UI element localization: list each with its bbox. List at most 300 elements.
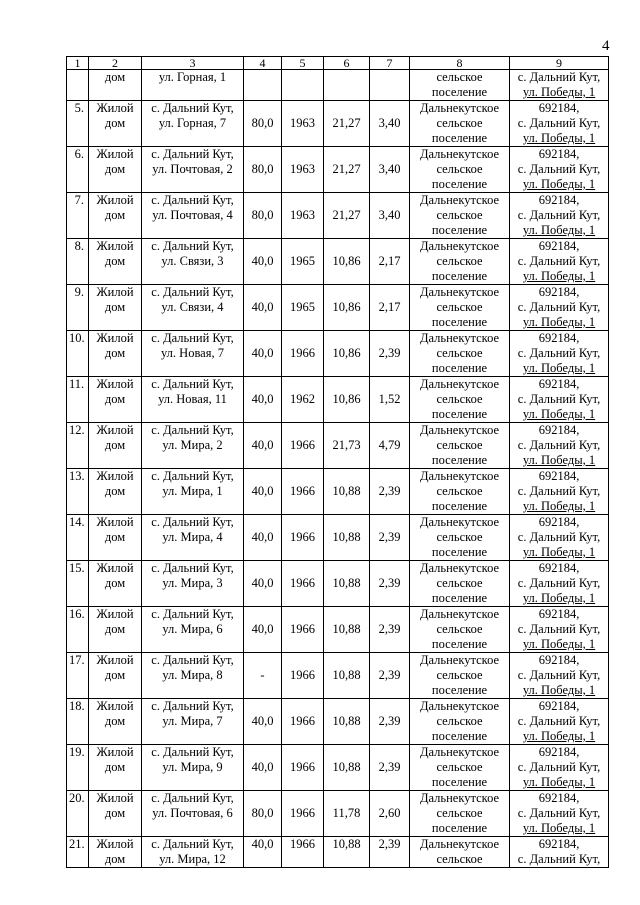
address-cell-line: ул. Мира, 7 [162, 714, 223, 728]
value-6-cell: 10,86 [324, 239, 370, 285]
settlement-cell [410, 607, 510, 653]
object-type-cell-line: Жилой [96, 285, 134, 299]
owner-address-cell-line: с. Дальний Кут, [517, 208, 601, 222]
settlement-cell [410, 147, 510, 193]
object-type-cell-line: Жилой [96, 653, 134, 667]
settlement-cell-line: поселение [431, 637, 488, 651]
table-row [67, 515, 609, 561]
object-type-cell [89, 469, 142, 515]
object-type-cell-line: дом [104, 806, 126, 820]
settlement-cell-line: Дальнекутское [419, 469, 500, 483]
year-cell: 1966 [282, 423, 324, 469]
owner-address-cell-line: с. Дальний Кут, [517, 530, 601, 544]
address-cell-line: ул. Горная, 7 [158, 116, 227, 130]
object-type-cell-line: дом [104, 300, 126, 314]
owner-address-cell-line: ул. Победы, 1 [522, 315, 596, 329]
object-type-cell-line: дом [104, 530, 126, 544]
table-row [67, 561, 609, 607]
table-row [67, 193, 609, 239]
settlement-cell-line: сельское [436, 346, 483, 360]
value-7-cell: 2,39 [370, 561, 410, 607]
year-cell: 1966 [282, 515, 324, 561]
settlement-cell-line: поселение [431, 591, 488, 605]
value-7-cell: 2,39 [370, 469, 410, 515]
value-7-cell: 3,40 [370, 147, 410, 193]
owner-address-cell-line: ул. Победы, 1 [522, 683, 596, 697]
settlement-cell [410, 70, 510, 101]
value-7-cell: 2,39 [370, 837, 410, 868]
header-cell-3: 3 [142, 57, 244, 70]
value-6-cell [324, 70, 370, 101]
address-cell-line: с. Дальний Кут, [151, 837, 234, 851]
settlement-cell-line: поселение [431, 177, 488, 191]
value-6-cell: 10,88 [324, 699, 370, 745]
owner-address-cell-line: ул. Победы, 1 [522, 223, 596, 237]
address-cell-line: ул. Мира, 2 [162, 438, 223, 452]
value-6-cell: 21,73 [324, 423, 370, 469]
address-cell [142, 699, 244, 745]
value-6-cell: 21,27 [324, 147, 370, 193]
owner-address-cell-line: ул. Победы, 1 [522, 775, 596, 789]
object-type-cell-line: Жилой [96, 561, 134, 575]
owner-address-cell-line: с. Дальний Кут, [517, 438, 601, 452]
owner-address-cell-line: ул. Победы, 1 [522, 729, 596, 743]
owner-address-cell-line: 692184, [538, 561, 580, 575]
settlement-cell [410, 285, 510, 331]
address-cell-line: с. Дальний Кут, [151, 285, 234, 299]
settlement-cell-line: сельское [436, 622, 483, 636]
settlement-cell-line: Дальнекутское [419, 515, 500, 529]
object-type-cell-line: Жилой [96, 515, 134, 529]
year-cell: 1966 [282, 607, 324, 653]
owner-address-cell-line: 692184, [538, 423, 580, 437]
header-row [67, 57, 609, 70]
value-6-cell: 10,88 [324, 837, 370, 868]
object-type-cell-line: Жилой [96, 331, 134, 345]
address-cell-line: с. Дальний Кут, [151, 607, 234, 621]
object-type-cell-line: дом [104, 438, 126, 452]
address-cell [142, 469, 244, 515]
settlement-cell-line: сельское [436, 254, 483, 268]
value-7-cell: 2,17 [370, 239, 410, 285]
address-cell [142, 607, 244, 653]
owner-address-cell-line: ул. Победы, 1 [522, 545, 596, 559]
object-type-cell-line: дом [104, 392, 126, 406]
settlement-cell-line: сельское [436, 760, 483, 774]
settlement-cell [410, 837, 510, 868]
settlement-cell-line: Дальнекутское [419, 193, 500, 207]
owner-address-cell-line: 692184, [538, 331, 580, 345]
object-type-cell [89, 239, 142, 285]
area-cell: 40,0 [244, 745, 282, 791]
address-cell [142, 837, 244, 868]
year-cell: 1963 [282, 101, 324, 147]
address-cell [142, 331, 244, 377]
header-cell-5: 5 [282, 57, 324, 70]
owner-address-cell [510, 745, 609, 791]
address-cell-line: с. Дальний Кут, [151, 791, 234, 805]
settlement-cell-line: поселение [431, 729, 488, 743]
object-type-cell-line: дом [104, 254, 126, 268]
settlement-cell-line: поселение [431, 315, 488, 329]
address-cell-line: с. Дальний Кут, [151, 423, 234, 437]
table-row [67, 607, 609, 653]
address-cell [142, 377, 244, 423]
settlement-cell-line: поселение [431, 361, 488, 375]
row-number-cell: 17. [67, 653, 89, 699]
object-type-cell-line: дом [104, 668, 126, 682]
year-cell [282, 70, 324, 101]
object-type-cell-line: дом [104, 208, 126, 222]
address-cell-line: ул. Почтовая, 2 [152, 162, 233, 176]
area-cell: 80,0 [244, 791, 282, 837]
header-cell-7: 7 [370, 57, 410, 70]
settlement-cell-line: поселение [431, 223, 488, 237]
settlement-cell-line: Дальнекутское [419, 837, 500, 851]
owner-address-cell-line: с. Дальний Кут, [517, 116, 601, 130]
year-cell: 1962 [282, 377, 324, 423]
settlement-cell-line: Дальнекутское [419, 147, 500, 161]
settlement-cell [410, 699, 510, 745]
value-7-cell: 2,39 [370, 653, 410, 699]
property-registry-table [66, 56, 609, 868]
row-number-cell [67, 70, 89, 101]
table-row [67, 331, 609, 377]
value-6-cell: 11,78 [324, 791, 370, 837]
address-cell-line: с. Дальний Кут, [151, 239, 234, 253]
settlement-cell [410, 653, 510, 699]
object-type-cell [89, 377, 142, 423]
area-cell: 40,0 [244, 423, 282, 469]
year-cell: 1965 [282, 285, 324, 331]
header-cell-9: 9 [510, 57, 609, 70]
owner-address-cell-line: с. Дальний Кут, [517, 392, 601, 406]
area-cell: 40,0 [244, 239, 282, 285]
settlement-cell-line: сельское [436, 484, 483, 498]
address-cell [142, 70, 244, 101]
owner-address-cell-line: с. Дальний Кут, [517, 714, 601, 728]
area-cell: 80,0 [244, 101, 282, 147]
table-row [67, 791, 609, 837]
value-7-cell: 4,79 [370, 423, 410, 469]
header-cell-2: 2 [89, 57, 142, 70]
year-cell: 1966 [282, 469, 324, 515]
area-cell: 40,0 [244, 377, 282, 423]
settlement-cell-line: Дальнекутское [419, 423, 500, 437]
value-7-cell: 2,60 [370, 791, 410, 837]
object-type-cell-line: Жилой [96, 239, 134, 253]
owner-address-cell-line: с. Дальний Кут, [517, 346, 601, 360]
settlement-cell [410, 377, 510, 423]
address-cell-line: с. Дальний Кут, [151, 745, 234, 759]
address-cell-line: ул. Мира, 4 [162, 530, 223, 544]
area-cell: 40,0 [244, 837, 282, 868]
address-cell-line: ул. Мира, 12 [159, 852, 226, 866]
owner-address-cell-line: ул. Победы, 1 [522, 177, 596, 191]
row-number-cell: 7. [67, 193, 89, 239]
settlement-cell [410, 791, 510, 837]
address-cell-line: с. Дальний Кут, [151, 193, 234, 207]
object-type-cell [89, 607, 142, 653]
row-number-cell: 14. [67, 515, 89, 561]
settlement-cell-line: сельское [436, 530, 483, 544]
owner-address-cell-line: с. Дальний Кут, [517, 300, 601, 314]
owner-address-cell-line: 692184, [538, 101, 580, 115]
object-type-cell [89, 515, 142, 561]
object-type-cell-line: Жилой [96, 699, 134, 713]
settlement-cell-line: поселение [431, 775, 488, 789]
object-type-cell [89, 285, 142, 331]
owner-address-cell-line: с. Дальний Кут, [517, 484, 601, 498]
address-cell [142, 193, 244, 239]
settlement-cell-line: поселение [431, 499, 488, 513]
owner-address-cell-line: с. Дальний Кут, [517, 162, 601, 176]
object-type-cell-line: Жилой [96, 607, 134, 621]
settlement-cell-line: сельское [436, 162, 483, 176]
object-type-cell-line: дом [104, 484, 126, 498]
value-7-cell: 2,39 [370, 331, 410, 377]
owner-address-cell [510, 331, 609, 377]
owner-address-cell [510, 101, 609, 147]
settlement-cell-line: сельское [436, 806, 483, 820]
object-type-cell-line: Жилой [96, 101, 134, 115]
address-cell-line: ул. Связи, 4 [161, 300, 224, 314]
owner-address-cell-line: ул. Победы, 1 [522, 131, 596, 145]
object-type-cell-line: Жилой [96, 469, 134, 483]
address-cell-line: с. Дальний Кут, [151, 377, 234, 391]
value-6-cell: 10,86 [324, 331, 370, 377]
object-type-cell-line: Жилой [96, 423, 134, 437]
owner-address-cell [510, 285, 609, 331]
year-cell: 1966 [282, 791, 324, 837]
settlement-cell-line: поселение [431, 545, 488, 559]
table-row [67, 423, 609, 469]
address-cell-line: с. Дальний Кут, [151, 101, 234, 115]
object-type-cell-line: Жилой [96, 147, 134, 161]
address-cell-line: с. Дальний Кут, [151, 515, 234, 529]
settlement-cell-line: сельское [436, 208, 483, 222]
address-cell [142, 653, 244, 699]
owner-address-cell-line: с. Дальний Кут, [517, 576, 601, 590]
settlement-cell [410, 423, 510, 469]
settlement-cell-line: Дальнекутское [419, 101, 500, 115]
object-type-cell-line: дом [104, 346, 126, 360]
settlement-cell-line: поселение [431, 131, 488, 145]
settlement-cell [410, 331, 510, 377]
table-row [67, 239, 609, 285]
object-type-cell [89, 699, 142, 745]
owner-address-cell-line: 692184, [538, 285, 580, 299]
settlement-cell-line: Дальнекутское [419, 791, 500, 805]
address-cell [142, 745, 244, 791]
address-cell [142, 791, 244, 837]
area-cell: - [244, 653, 282, 699]
area-cell: 40,0 [244, 699, 282, 745]
settlement-cell-line: сельское [436, 714, 483, 728]
owner-address-cell-line: с. Дальний Кут, [517, 760, 601, 774]
object-type-cell [89, 561, 142, 607]
value-7-cell: 2,39 [370, 745, 410, 791]
object-type-cell [89, 101, 142, 147]
object-type-cell-line: Жилой [96, 791, 134, 805]
owner-address-cell [510, 791, 609, 837]
owner-address-cell [510, 469, 609, 515]
header-cell-4: 4 [244, 57, 282, 70]
area-cell [244, 70, 282, 101]
settlement-cell [410, 193, 510, 239]
row-number-cell: 15. [67, 561, 89, 607]
owner-address-cell [510, 837, 609, 868]
owner-address-cell-line: 692184, [538, 745, 580, 759]
address-cell [142, 285, 244, 331]
value-7-cell: 2,39 [370, 607, 410, 653]
settlement-cell [410, 515, 510, 561]
owner-address-cell-line: ул. Победы, 1 [522, 85, 596, 99]
address-cell [142, 423, 244, 469]
object-type-cell [89, 791, 142, 837]
settlement-cell-line: поселение [431, 85, 488, 99]
object-type-cell-line: Жилой [96, 377, 134, 391]
row-number-cell: 10. [67, 331, 89, 377]
settlement-cell-line: поселение [431, 453, 488, 467]
owner-address-cell-line: ул. Победы, 1 [522, 637, 596, 651]
value-7-cell [370, 70, 410, 101]
address-cell-line: ул. Мира, 3 [162, 576, 223, 590]
address-cell-line: с. Дальний Кут, [151, 331, 234, 345]
owner-address-cell [510, 653, 609, 699]
owner-address-cell-line: ул. Победы, 1 [522, 821, 596, 835]
table-row [67, 285, 609, 331]
page-number: 4 [602, 38, 610, 54]
address-cell-line: ул. Новая, 11 [158, 392, 227, 406]
address-cell-line: с. Дальний Кут, [151, 653, 234, 667]
settlement-cell-line: сельское [436, 668, 483, 682]
year-cell: 1963 [282, 147, 324, 193]
settlement-cell-line: Дальнекутское [419, 607, 500, 621]
object-type-cell-line: Жилой [96, 193, 134, 207]
year-cell: 1965 [282, 239, 324, 285]
settlement-cell-line: Дальнекутское [419, 331, 500, 345]
settlement-cell-line: сельское [436, 392, 483, 406]
owner-address-cell-line: 692184, [538, 239, 580, 253]
address-cell-line: с. Дальний Кут, [151, 469, 234, 483]
address-cell-line: ул. Мира, 6 [162, 622, 223, 636]
settlement-cell-line: Дальнекутское [419, 285, 500, 299]
object-type-cell [89, 653, 142, 699]
row-number-cell: 9. [67, 285, 89, 331]
settlement-cell [410, 469, 510, 515]
row-number-cell: 5. [67, 101, 89, 147]
owner-address-cell [510, 607, 609, 653]
table-row [67, 377, 609, 423]
address-cell-line: с. Дальний Кут, [151, 147, 234, 161]
owner-address-cell [510, 561, 609, 607]
address-cell-line: ул. Почтовая, 6 [152, 806, 233, 820]
object-type-cell-line: дом [104, 576, 126, 590]
row-number-cell: 16. [67, 607, 89, 653]
row-number-cell: 20. [67, 791, 89, 837]
object-type-cell-line: дом [104, 714, 126, 728]
object-type-cell-line: дом [104, 70, 126, 84]
owner-address-cell-line: 692184, [538, 515, 580, 529]
settlement-cell-line: поселение [431, 683, 488, 697]
value-6-cell: 10,88 [324, 653, 370, 699]
settlement-cell-line: поселение [431, 407, 488, 421]
address-cell [142, 515, 244, 561]
owner-address-cell-line: ул. Победы, 1 [522, 591, 596, 605]
row-number-cell: 19. [67, 745, 89, 791]
address-cell-line: ул. Мира, 1 [162, 484, 223, 498]
settlement-cell-line: поселение [431, 269, 488, 283]
address-cell-line: ул. Горная, 1 [158, 70, 227, 84]
owner-address-cell-line: 692184, [538, 837, 580, 851]
owner-address-cell-line: с. Дальний Кут, [517, 806, 601, 820]
address-cell [142, 147, 244, 193]
area-cell: 40,0 [244, 607, 282, 653]
row-number-cell: 21. [67, 837, 89, 868]
table-row [67, 101, 609, 147]
object-type-cell-line: Жилой [96, 837, 134, 851]
area-cell: 40,0 [244, 515, 282, 561]
address-cell-line: ул. Почтовая, 4 [152, 208, 233, 222]
area-cell: 80,0 [244, 147, 282, 193]
value-7-cell: 3,40 [370, 101, 410, 147]
table-row [67, 699, 609, 745]
owner-address-cell-line: 692184, [538, 653, 580, 667]
area-cell: 40,0 [244, 285, 282, 331]
row-number-cell: 12. [67, 423, 89, 469]
settlement-cell-line: Дальнекутское [419, 699, 500, 713]
address-cell [142, 101, 244, 147]
address-cell [142, 561, 244, 607]
value-6-cell: 10,88 [324, 515, 370, 561]
object-type-cell [89, 147, 142, 193]
table-row [67, 837, 609, 868]
header-cell-1: 1 [67, 57, 89, 70]
object-type-cell-line: дом [104, 622, 126, 636]
owner-address-cell-line: ул. Победы, 1 [522, 499, 596, 513]
address-cell-line: ул. Мира, 8 [162, 668, 223, 682]
value-7-cell: 2,39 [370, 515, 410, 561]
owner-address-cell-line: с. Дальний Кут, [517, 668, 601, 682]
area-cell: 40,0 [244, 469, 282, 515]
value-7-cell: 3,40 [370, 193, 410, 239]
value-6-cell: 10,88 [324, 607, 370, 653]
header-cell-6: 6 [324, 57, 370, 70]
address-cell-line: ул. Мира, 9 [162, 760, 223, 774]
row-number-cell: 6. [67, 147, 89, 193]
owner-address-cell [510, 515, 609, 561]
year-cell: 1966 [282, 331, 324, 377]
object-type-cell [89, 70, 142, 101]
owner-address-cell-line: 692184, [538, 193, 580, 207]
value-6-cell: 10,88 [324, 745, 370, 791]
address-cell-line: с. Дальний Кут, [151, 699, 234, 713]
row-number-cell: 11. [67, 377, 89, 423]
object-type-cell-line: дом [104, 162, 126, 176]
value-6-cell: 10,86 [324, 285, 370, 331]
settlement-cell-line: сельское [436, 116, 483, 130]
object-type-cell [89, 331, 142, 377]
owner-address-cell [510, 377, 609, 423]
settlement-cell [410, 239, 510, 285]
settlement-cell-line: сельское [436, 852, 483, 866]
value-6-cell: 21,27 [324, 101, 370, 147]
settlement-cell-line: сельское [436, 438, 483, 452]
object-type-cell-line: дом [104, 760, 126, 774]
row-number-cell: 8. [67, 239, 89, 285]
owner-address-cell-line: ул. Победы, 1 [522, 407, 596, 421]
